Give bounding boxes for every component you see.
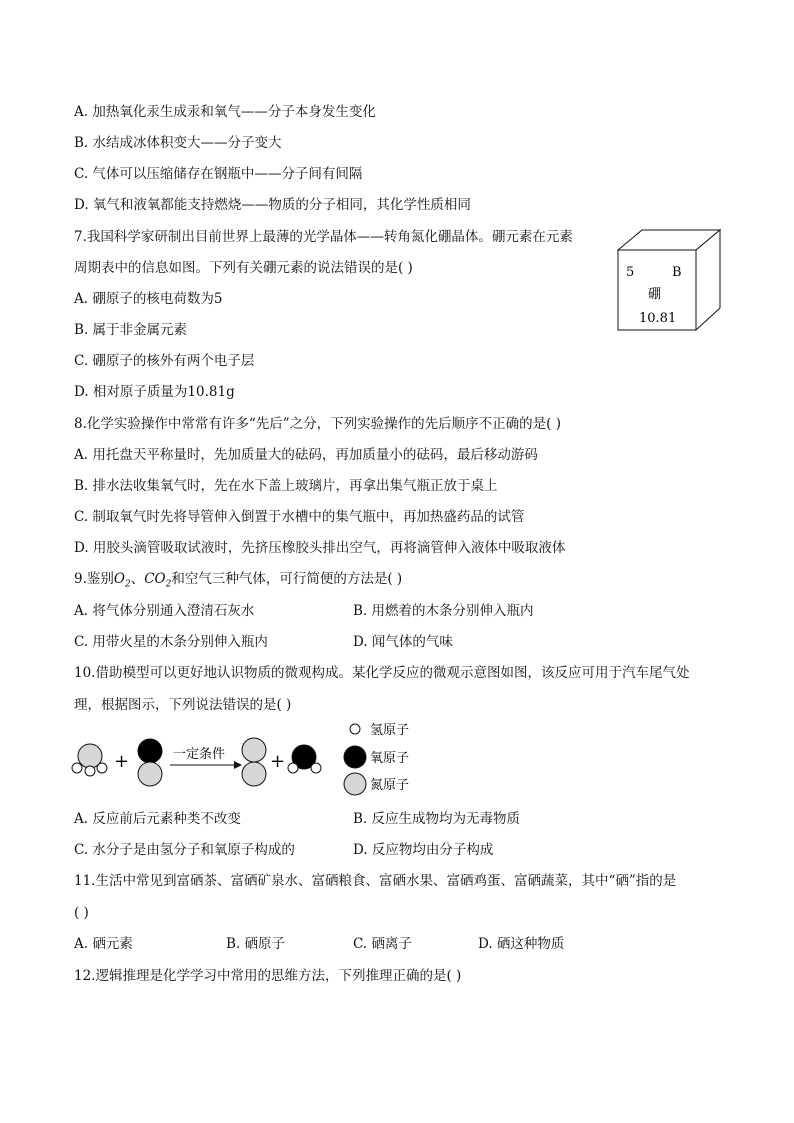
o2-formula: $O_2$ <box>113 571 131 590</box>
nitric-oxide-molecule <box>138 739 162 786</box>
q8-option-d: D. 用胶头滴管吸取试液时，先挤压橡胶头排出空气，再将滴管伸入液体中吸取液体 <box>74 540 566 556</box>
water-molecule <box>288 745 321 773</box>
q10-option-a: A. 反应前后元素种类不改变 <box>74 811 241 827</box>
q11-option-c: C. 硒离子 <box>353 936 412 952</box>
legend-oxygen-label: 氧原子 <box>370 751 410 766</box>
q10-option-c: C. 水分子是由氢分子和氧原子构成的 <box>74 842 295 858</box>
element-atomic-number: 5 <box>626 265 635 280</box>
legend-hydrogen-label: 氢原子 <box>370 723 410 738</box>
q6-option-b: B. 水结成冰体积变大——分子变大 <box>74 135 282 151</box>
legend-oxygen-icon <box>344 746 366 768</box>
plus-sign-2: + <box>270 751 286 772</box>
q9-option-c: C. 用带火星的木条分别伸入瓶内 <box>74 634 268 650</box>
q8-option-c: C. 制取氧气时先将导管伸入倒置于水槽中的集气瓶中，再加热盛药品的试管 <box>74 509 525 525</box>
q7-stem-line1: 7.我国科学家研制出目前世界上最薄的光学晶体——转角氮化硼晶体。硼元素在元素 <box>74 229 573 245</box>
q6-option-c: C. 气体可以压缩储存在钢瓶中——分子间有间隔 <box>74 166 363 182</box>
q10-option-b: B. 反应生成物均为无毒物质 <box>353 811 521 827</box>
legend <box>344 723 409 795</box>
q6-option-a: A. 加热氧化汞生成汞和氧气——分子本身发生变化 <box>74 104 376 120</box>
element-symbol: B <box>672 265 682 280</box>
q9-stem: 9.鉴别$O_2$、$CO_2$和空气三种气体，可行简便的方法是( ) <box>74 571 403 590</box>
q8-stem: 8.化学实验操作中常常有许多“先后”之分，下列实验操作的先后顺序不正确的是( ) <box>74 416 562 432</box>
element-cube-figure <box>612 228 724 334</box>
q11-option-d: D. 硒这种物质 <box>478 936 565 952</box>
nitrogen-molecule <box>242 738 266 786</box>
q8-option-a: A. 用托盘天平称量时，先加质量大的砝码，再加质量小的砝码，最后移动游码 <box>74 447 538 463</box>
element-name: 硼 <box>648 287 662 302</box>
q11-stem-line1: 11.生活中常见到富硒茶、富硒矿泉水、富硒粮食、富硒水果、富硒鸡蛋、富硒蔬菜，其中“硒”指的是 <box>74 873 677 889</box>
q9-option-a: A. 将气体分别通入澄清石灰水 <box>74 603 255 619</box>
q9-option-d: D. 闻气体的气味 <box>353 634 453 650</box>
ammonia-molecule <box>72 744 107 776</box>
q10-stem-line2: 理，根据图示，下列说法错误的是( ) <box>74 697 292 713</box>
reaction-diagram <box>64 720 424 798</box>
q7-stem-line2: 周期表中的信息如图。下列有关硼元素的说法错误的是( ) <box>74 260 413 276</box>
legend-hydrogen-icon <box>350 724 360 734</box>
q7-option-b: B. 属于非金属元素 <box>74 322 188 338</box>
q7-option-c: C. 硼原子的核外有两个电子层 <box>74 353 255 369</box>
element-mass: 10.81 <box>639 311 677 326</box>
q10-stem-line1: 10.借助模型可以更好地认识物质的微观构成。某化学反应的微观示意图如图，该反应可用于汽车尾气处 <box>74 665 690 681</box>
q8-option-b: B. 排水法收集氧气时，先在水下盖上玻璃片，再拿出集气瓶正放于桌上 <box>74 478 498 494</box>
legend-nitrogen-label: 氮原子 <box>370 778 410 793</box>
arrow-head-icon <box>234 761 242 769</box>
co2-formula: $CO_2$ <box>144 571 172 590</box>
reaction-condition: 一定条件 <box>173 747 226 762</box>
q12-stem: 12.逻辑推理是化学学习中常用的思维方法，下列推理正确的是( ) <box>74 968 462 984</box>
q7-option-a: A. 硼原子的核电荷数为5 <box>74 291 223 307</box>
legend-nitrogen-icon <box>344 773 366 795</box>
q10-option-d: D. 反应物均由分子构成 <box>353 842 494 858</box>
q9-option-b: B. 用燃着的木条分别伸入瓶内 <box>353 603 534 619</box>
q7-option-d: D. 相对原子质量为10.81g <box>74 384 235 400</box>
plus-sign: + <box>114 751 130 772</box>
q11-stem-line2: ( ) <box>74 905 89 921</box>
q6-option-d: D. 氧气和液氧都能支持燃烧——物质的分子相同，其化学性质相同 <box>74 197 471 213</box>
q11-option-a: A. 硒元素 <box>74 936 133 952</box>
q11-option-b: B. 硒原子 <box>226 936 286 952</box>
